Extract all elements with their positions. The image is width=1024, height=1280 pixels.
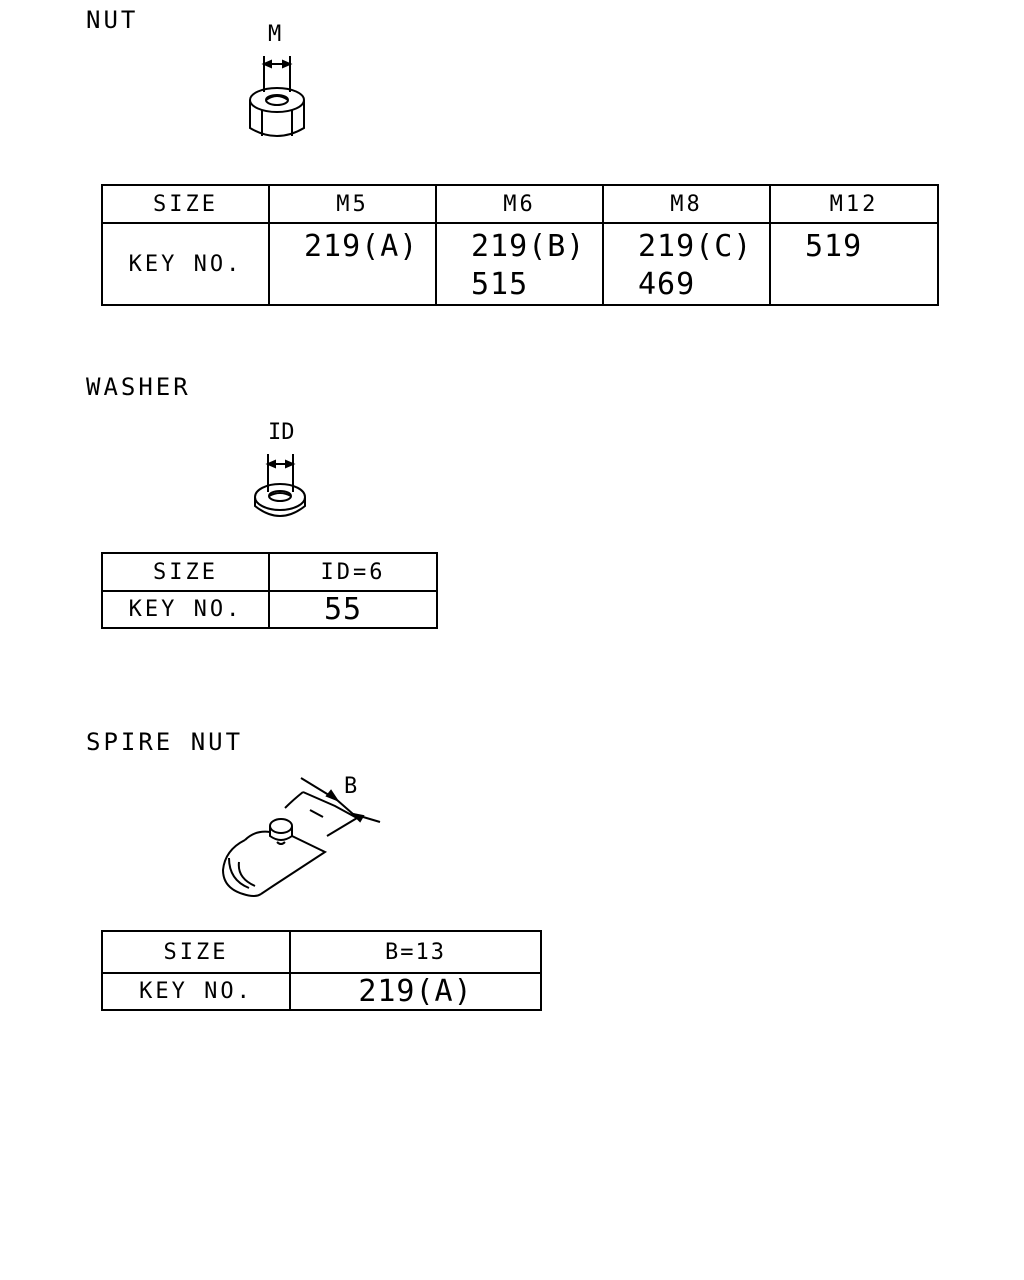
washer-size-table: [101, 552, 438, 629]
key-cell-m12: [770, 223, 938, 305]
key-value: 519: [805, 229, 863, 264]
key-no-header: KEY NO.: [102, 591, 269, 628]
key-no-header: KEY NO.: [102, 223, 269, 305]
nut-illustration: [240, 52, 320, 142]
key-value: 219(A): [304, 229, 419, 264]
size-m8: M8: [603, 185, 770, 223]
spire-nut-title: SPIRE NUT: [86, 728, 244, 756]
size-header: SIZE: [102, 931, 290, 973]
key-value: 469: [638, 267, 696, 302]
nut-title: NUT: [86, 6, 139, 34]
key-value: 219(C): [638, 229, 753, 264]
washer-title: WASHER: [86, 373, 191, 401]
key-no-header: KEY NO.: [102, 973, 290, 1010]
key-cell-m6: [436, 223, 603, 305]
size-m12: M12: [770, 185, 938, 223]
spire-nut-size-table: [101, 930, 542, 1011]
key-value: 219(A): [290, 973, 541, 1010]
size-header: SIZE: [102, 185, 269, 223]
spire-nut-dimension-label: B: [344, 774, 358, 799]
size-b13: B=13: [290, 931, 541, 973]
key-value: 515: [471, 267, 529, 302]
size-m5: M5: [269, 185, 436, 223]
size-id6: ID=6: [269, 553, 437, 591]
washer-dimension-label: ID: [268, 420, 295, 445]
key-cell-m8: [603, 223, 770, 305]
nut-size-table: [101, 184, 939, 306]
key-value: 219(B): [471, 229, 586, 264]
size-m6: M6: [436, 185, 603, 223]
washer-illustration: [250, 450, 320, 530]
key-cell-m5: [269, 223, 436, 305]
key-value: 55: [269, 591, 437, 628]
nut-dimension-label: M: [268, 22, 282, 47]
spire-nut-illustration: [215, 770, 390, 905]
size-header: SIZE: [102, 553, 269, 591]
